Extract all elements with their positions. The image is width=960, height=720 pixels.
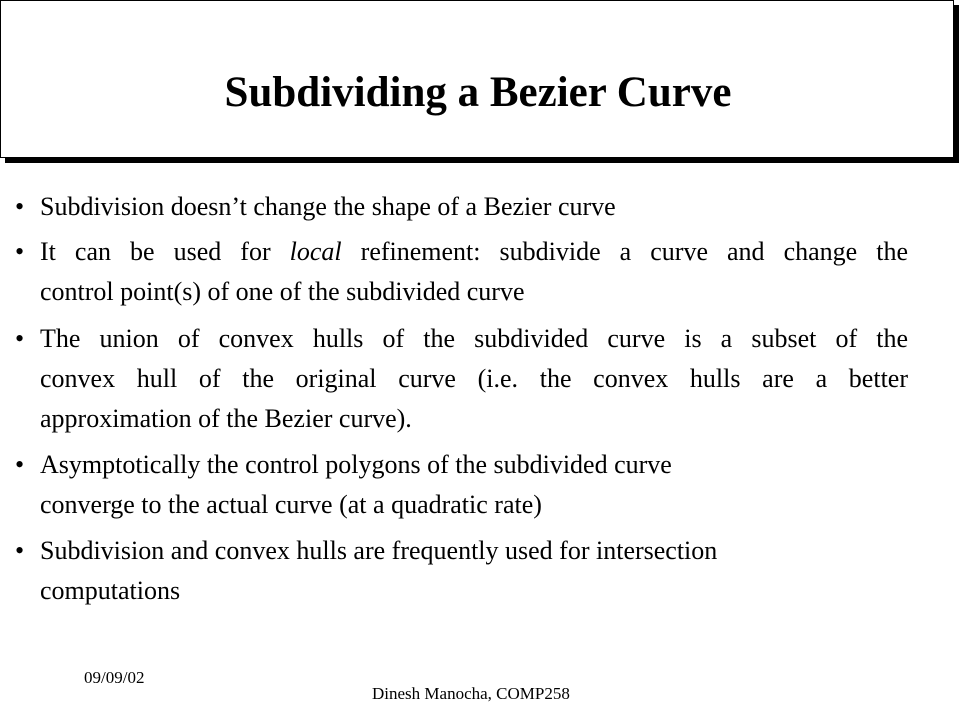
bullet-marker: • — [15, 450, 25, 479]
footer-date: 09/09/02 — [84, 668, 145, 687]
bullet-marker: • — [15, 536, 25, 565]
bullet-text-segment: refinement: subdivide a curve and change the — [341, 237, 908, 266]
bullet-marker: • — [15, 324, 25, 353]
bullet-text-emphasis: local — [289, 237, 342, 266]
bullet-text-line: convex hull of the original curve (i.e. the convex hulls are a better — [40, 364, 908, 393]
bullet-text-line: approximation of the Bezier curve). — [40, 404, 412, 433]
bullet-text-line: Subdivision and convex hulls are frequently used for intersection — [40, 536, 718, 565]
footer-author: Dinesh Manocha, COMP258 — [372, 684, 570, 703]
bullet-text-segment: It can be used for — [40, 237, 290, 266]
bullet-marker: • — [15, 192, 25, 221]
bullet-text-line: Asymptotically the control polygons of the subdivided curve — [40, 450, 672, 479]
slide-title: Subdividing a Bezier Curve — [224, 69, 732, 116]
bullet-text-line: control point(s) of one of the subdivided curve — [40, 277, 525, 306]
bullet-marker: • — [15, 237, 25, 266]
bullet-text-line — [40, 231, 908, 272]
bullet-text-line: converge to the actual curve (at a quadratic rate) — [40, 490, 542, 519]
bullet-text-line: computations — [40, 576, 181, 605]
bullet-text-line: The union of convex hulls of the subdivided curve is a subset of the — [40, 324, 908, 353]
bullet-text-line: Subdivision doesn’t change the shape of a Bezier curve — [40, 192, 616, 221]
